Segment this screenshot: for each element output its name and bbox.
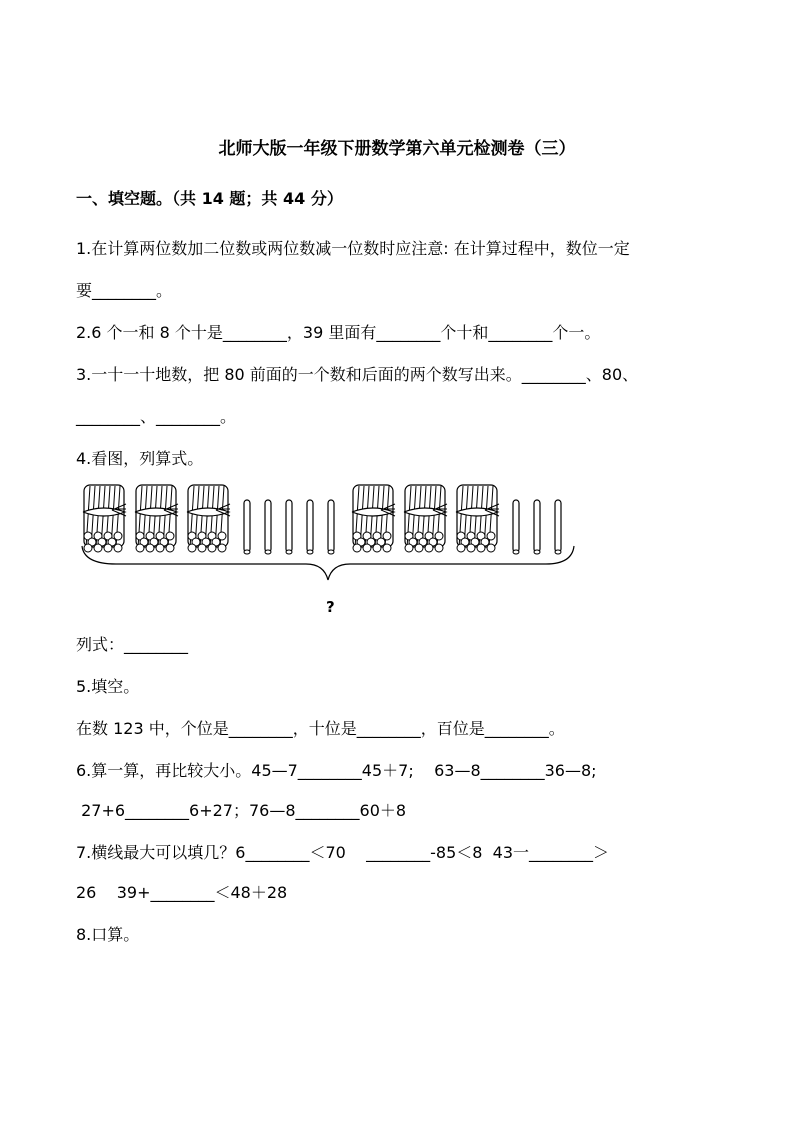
- single-stick: [328, 500, 334, 554]
- single-stick: [534, 500, 540, 554]
- single-stick: [513, 500, 519, 554]
- single-stick: [307, 500, 313, 554]
- question-4-answer: 列式：________: [76, 635, 189, 654]
- question-5-body: 在数 123 中，个位是________，十位是________，百位是________。: [76, 719, 565, 738]
- single-stick: [286, 500, 292, 554]
- question-8: 8.口算。: [76, 925, 140, 944]
- question-3-line-1: 3.一十一十地数，把 80 前面的一个数和后面的两个数写出来。________、80、: [76, 365, 639, 384]
- question-2: 2.6 个一和 8 个十是________，39 里面有________个十和________个一。: [76, 323, 601, 342]
- single-stick: [555, 500, 561, 554]
- single-stick: [244, 500, 250, 554]
- section-heading: 一、填空题。（共 14 题；共 44 分）: [76, 189, 343, 208]
- bundle-of-ten: [404, 485, 447, 552]
- question-7-line-1: 7.横线最大可以填几？6________＜70 ________-85＜8 43一________＞: [76, 843, 609, 862]
- bundle-of-ten: [83, 485, 126, 552]
- question-7-line-2: 26 39+________＜48＋28: [76, 883, 288, 902]
- bundle-of-ten: [456, 485, 499, 552]
- page-title: 北师大版一年级下册数学第六单元检测卷（三）: [218, 139, 576, 159]
- question-1-line-2: 要________。: [76, 281, 173, 300]
- question-6-line-1: 6.算一算，再比较大小。45—7________45＋7; 63—8________36—8;: [76, 761, 597, 780]
- question-mark: ?: [326, 598, 335, 616]
- question-4: 4.看图，列算式。: [76, 449, 204, 468]
- question-3-line-2: ________、________。: [76, 407, 237, 426]
- question-1-line-1: 1.在计算两位数加二位数或两位数减一位数时应注意: 在计算过程中，数位一定: [76, 239, 630, 258]
- question-6-line-2: 27+6________6+27；76—8________60＋8: [76, 801, 407, 820]
- bundle-of-ten: [187, 485, 230, 552]
- bundle-of-ten: [352, 485, 395, 552]
- single-stick: [265, 500, 271, 554]
- question-5: 5.填空。: [76, 677, 140, 696]
- bundle-of-ten: [135, 485, 178, 552]
